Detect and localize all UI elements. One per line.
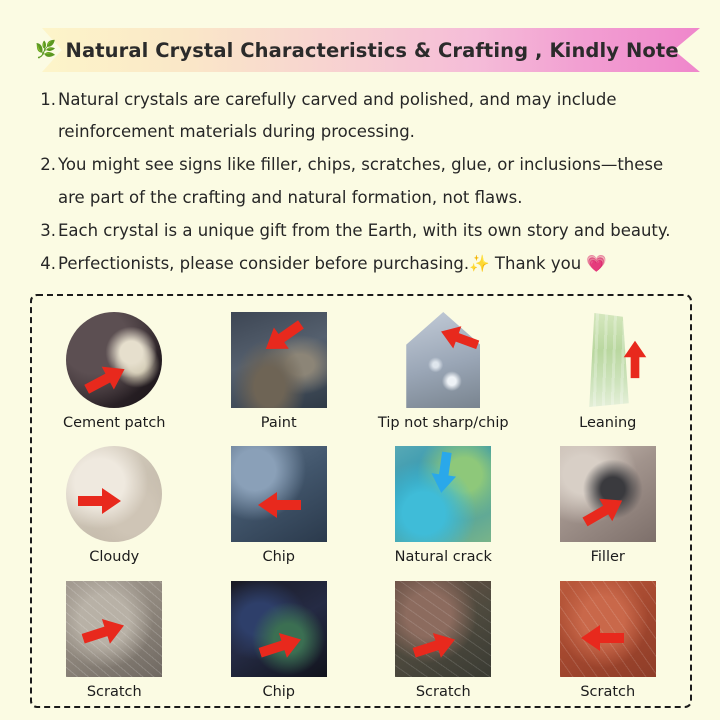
crystal-photo: [406, 312, 480, 408]
thumbnail-wrap: [231, 446, 327, 542]
header-banner: [0, 28, 720, 72]
caption: Scratch: [86, 684, 142, 700]
thumbnail-wrap: [560, 446, 656, 542]
thumbnail-wrap: [231, 581, 327, 677]
thumbnail-wrap: [560, 581, 656, 677]
note-number: 1.: [40, 90, 56, 109]
crystal-photo: [66, 312, 162, 408]
caption: Scratch: [580, 684, 636, 700]
caption: Chip: [262, 684, 296, 700]
gallery-item-tip-not-sharp: [361, 312, 526, 431]
thumbnail-wrap: [395, 312, 491, 408]
gallery-item-scratch-1: [32, 581, 197, 700]
caption: Paint: [260, 415, 297, 431]
gallery-item-scratch-2: [361, 581, 526, 700]
list-item: [34, 215, 694, 247]
gallery-item-filler: [526, 446, 691, 565]
note-number: 4.: [40, 253, 56, 273]
gallery-item-paint: [197, 312, 362, 431]
thumbnail-wrap: [66, 312, 162, 408]
gallery-item-cloudy: [32, 446, 197, 565]
caption: Tip not sharp/chip: [377, 415, 509, 431]
note-text: Each crystal is a unique gift from the Earth, with its own story and beauty.: [58, 220, 671, 240]
gallery-item-leaning: [526, 312, 691, 431]
note-text: You might see signs like filler, chips, scratches, glue, or inclusions—these are part of the crafting and natural formation, not flaws.: [58, 155, 664, 207]
examples-gallery: [30, 294, 692, 708]
thumbnail-wrap: [395, 581, 491, 677]
thumbnail-wrap: [560, 312, 656, 408]
list-item: [34, 248, 694, 280]
thumbnail-wrap: [66, 446, 162, 542]
gallery-item-natural-crack: [361, 446, 526, 565]
crystal-photo: [231, 312, 327, 408]
caption: Natural crack: [394, 549, 492, 565]
note-text: Natural crystals are carefully carved and polished, and may include reinforcement materials during processing.: [58, 90, 617, 142]
caption: Scratch: [415, 684, 471, 700]
note-text: Perfectionists, please consider before purchasing.✨ Thank you 💗: [58, 253, 607, 273]
notes-list: [34, 84, 694, 281]
crystal-photo: [560, 581, 656, 677]
crystal-photo: [231, 581, 327, 677]
caption: Leaning: [579, 415, 637, 431]
page-title: Natural Crystal Characteristics & Crafting , Kindly Note: [65, 38, 679, 62]
list-item: [34, 149, 694, 213]
gallery-item-chip-2: [197, 581, 362, 700]
gallery-row: [32, 312, 690, 431]
leaf-icon: 🌿: [35, 39, 57, 60]
caption: Cement patch: [62, 415, 166, 431]
caption: Cloudy: [89, 549, 140, 565]
list-item: [34, 84, 694, 148]
caption: Filler: [590, 549, 625, 565]
crystal-photo: [66, 446, 162, 542]
crystal-photo: [395, 446, 491, 542]
thumbnail-wrap: [66, 581, 162, 677]
thumbnail-wrap: [231, 312, 327, 408]
gallery-row: [32, 446, 690, 565]
note-number: 2.: [40, 155, 56, 175]
crystal-photo: [66, 581, 162, 677]
banner-content: [35, 28, 700, 72]
thumbnail-wrap: [395, 446, 491, 542]
crystal-photo: [395, 581, 491, 677]
crystal-photo: [231, 446, 327, 542]
note-number: 3.: [40, 220, 56, 240]
gallery-item-cement-patch: [32, 312, 197, 431]
crystal-photo: [587, 313, 629, 407]
gallery-item-chip-1: [197, 446, 362, 565]
gallery-item-scratch-3: [526, 581, 691, 700]
crystal-photo: [560, 446, 656, 542]
caption: Chip: [262, 549, 296, 565]
gallery-row: [32, 581, 690, 700]
